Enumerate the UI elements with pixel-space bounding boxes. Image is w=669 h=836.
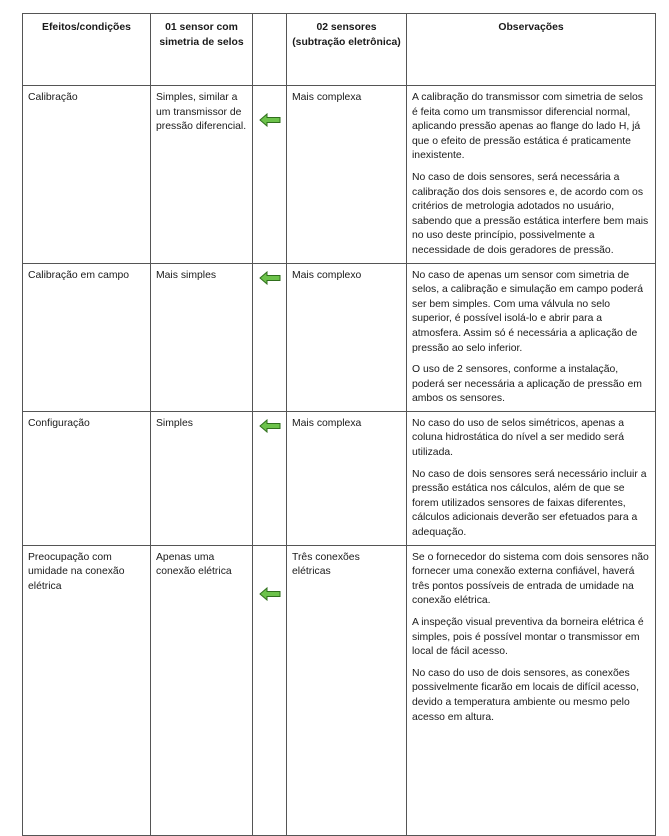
two-sensors-cell: Mais complexo bbox=[287, 263, 407, 411]
observation-paragraph: No caso do uso de selos simétricos, apenas a coluna hidrostática do nível a ser medido será utilizada. bbox=[412, 417, 624, 459]
arrow-cell bbox=[253, 263, 287, 411]
observation-paragraph: No caso do uso de dois sensores, as conexões possivelmente ficarão em locais de difícil acesso, devido a temperatura ambiente ou mesmo pelo acesso em altura. bbox=[412, 667, 639, 723]
observations-cell bbox=[407, 86, 656, 264]
one-sensor-cell: Simples, similar a um transmissor de pressão diferencial. bbox=[151, 86, 253, 264]
left-arrow-icon bbox=[259, 419, 281, 433]
observation-paragraph: A inspeção visual preventiva da borneira elétrica é simples, pois é possível montar o transmissor em local de fácil acesso. bbox=[412, 617, 644, 658]
table-row bbox=[23, 86, 656, 264]
effect-cell: Configuração bbox=[23, 411, 151, 545]
observations-cell bbox=[407, 411, 656, 545]
observation-paragraph: O uso de 2 sensores, conforme a instalação, poderá ser necessária a aplicação de pressão em ambos os sensores. bbox=[412, 364, 642, 405]
header-observations: Observações bbox=[407, 14, 656, 86]
observation-paragraph: A calibração do transmissor com simetria de selos é feita como um transmissor diferencial normal, aplicando pressão apenas ao flange do lado H, já que o efeito de pressão estática é praticamente inexistente. bbox=[412, 92, 643, 162]
effect-cell: Calibração bbox=[23, 86, 151, 264]
one-sensor-cell: Apenas uma conexão elétrica bbox=[151, 545, 253, 835]
two-sensors-cell: Mais complexa bbox=[287, 86, 407, 264]
effect-cell: Preocupação com umidade na conexão elétrica bbox=[23, 545, 151, 835]
observation-paragraph: No caso de dois sensores, será necessária a calibração dos dois sensores e, de acordo com os critérios de metrologia adotados no usuário, sabendo que a pressão estática interfere bem mais no uso deste princípio, possivelmente a necessidade de dois geradores de pressão. bbox=[412, 171, 649, 256]
table-row bbox=[23, 411, 656, 545]
arrow-cell bbox=[253, 545, 287, 835]
observation-paragraph: Se o fornecedor do sistema com dois sensores não fornecer uma conexão externa confiável, haverá três pontos possíveis de entrada de umidade na conexão elétrica. bbox=[412, 551, 649, 607]
one-sensor-cell: Mais simples bbox=[151, 263, 253, 411]
comparison-table bbox=[22, 13, 656, 836]
arrow-cell bbox=[253, 411, 287, 545]
header-effects: Efeitos/condições bbox=[23, 14, 151, 86]
observations-cell bbox=[407, 263, 656, 411]
header-arrow-column bbox=[253, 14, 287, 86]
left-arrow-icon bbox=[259, 113, 281, 127]
header-row bbox=[23, 14, 656, 86]
header-one-sensor: 01 sensor com simetria de selos bbox=[151, 14, 253, 86]
arrow-cell bbox=[253, 86, 287, 264]
table-row bbox=[23, 263, 656, 411]
left-arrow-icon bbox=[259, 271, 281, 285]
header-two-sensors: 02 sensores (subtração eletrônica) bbox=[287, 14, 407, 86]
table-row bbox=[23, 545, 656, 835]
observations-cell bbox=[407, 545, 656, 835]
observation-paragraph: No caso de apenas um sensor com simetria de selos, a calibração e simulação em campo poderá ser bem simples. Com uma válvula no selo superior, é possível isolá-lo e abrir para a atmosfera. Assim só é necessária a aplicação de pressão ao selo inferior. bbox=[412, 269, 644, 354]
two-sensors-cell: Mais complexa bbox=[287, 411, 407, 545]
effect-cell: Calibração em campo bbox=[23, 263, 151, 411]
observation-paragraph: No caso de dois sensores será necessário incluir a pressão estática nos cálculos, além de que se forem utilizados sensores de faixas diferentes, cálculos adicionais deverão ser efetuados para a adequação. bbox=[412, 468, 647, 539]
left-arrow-icon bbox=[259, 587, 281, 601]
two-sensors-cell: Três conexões elétricas bbox=[287, 545, 407, 835]
one-sensor-cell: Simples bbox=[151, 411, 253, 545]
